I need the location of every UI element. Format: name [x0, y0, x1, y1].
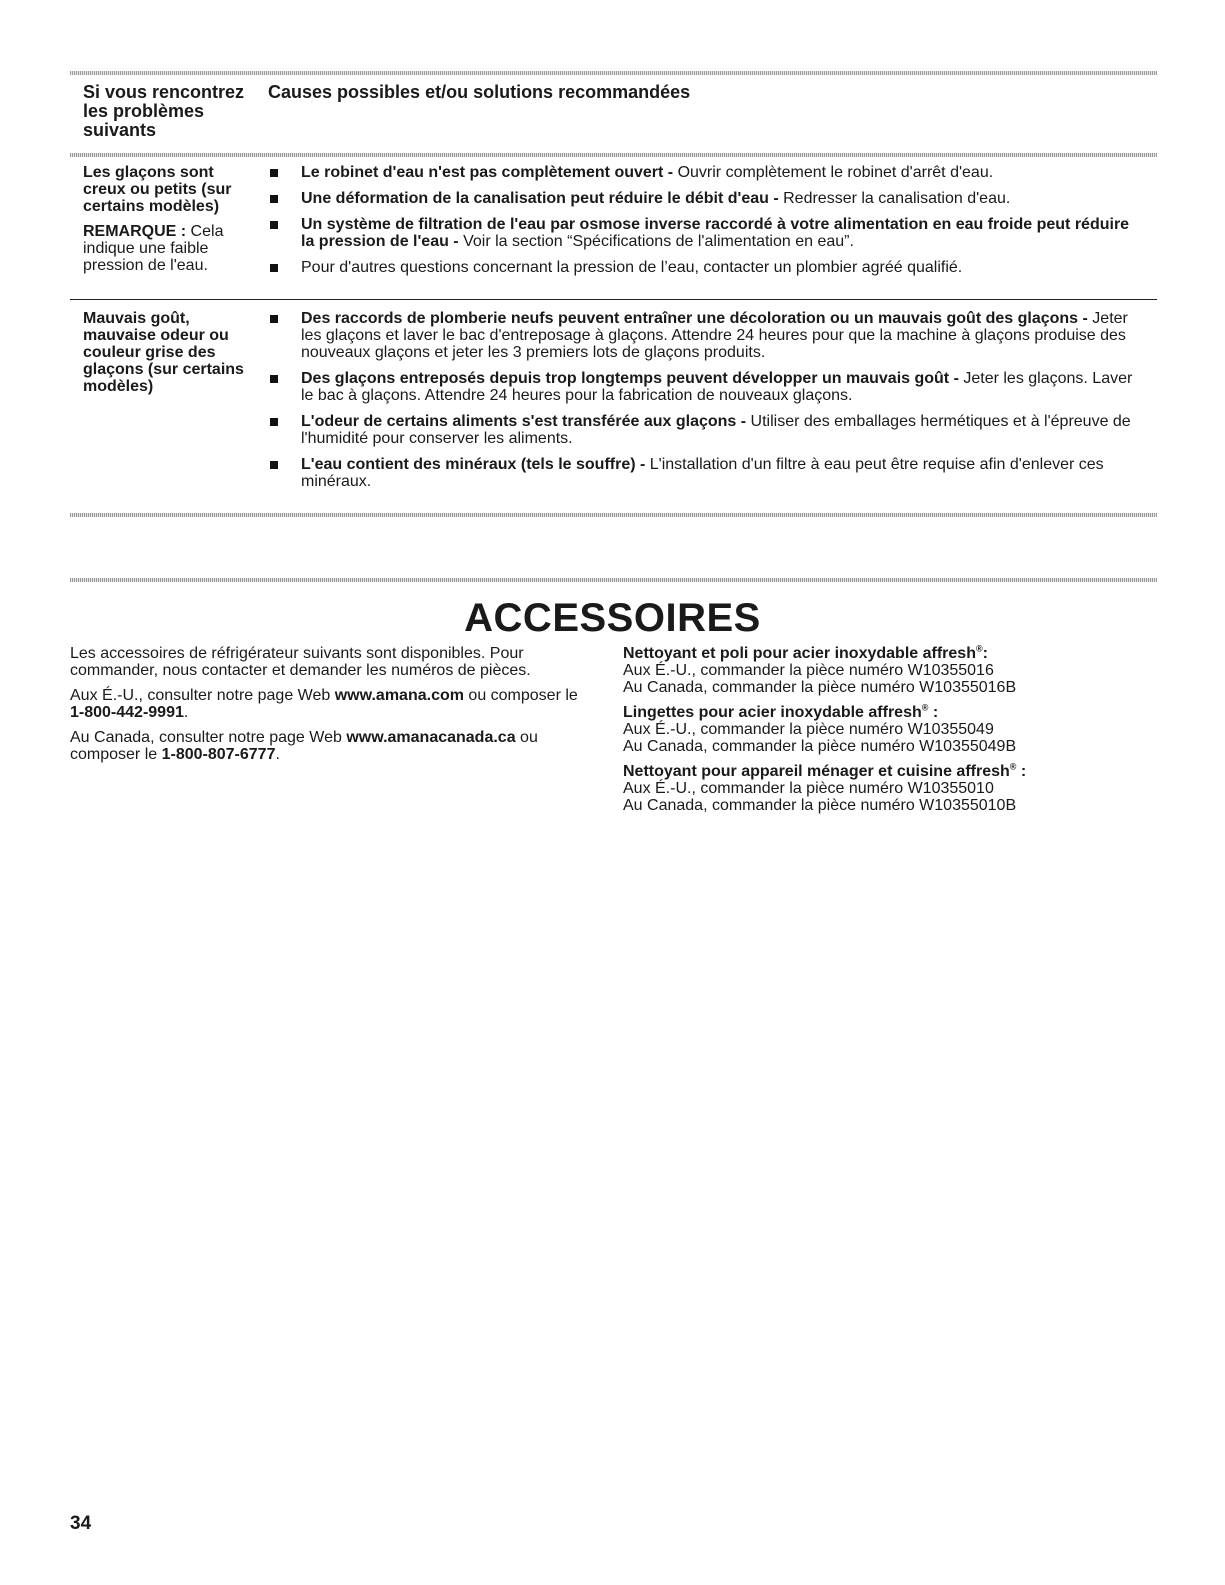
product-name-text: Lingettes pour acier inoxydable affresh — [623, 704, 922, 721]
cause-bold: Une déformation de la canalisation peut réduire le débit d'eau - — [301, 190, 779, 207]
cause-bold: L'odeur de certains aliments s'est transférée aux glaçons - — [301, 413, 747, 430]
us-web-link[interactable]: www.amana.com — [334, 687, 464, 704]
list-item — [268, 370, 1138, 404]
ca-contact — [70, 729, 595, 763]
top-dotted-rule — [70, 71, 1157, 75]
cause-bold: Le robinet d'eau n'est pas complètement ouvert - — [301, 164, 674, 181]
accessories-products — [623, 645, 1153, 822]
header-problems: Si vous rencontrez les problèmes suivants — [83, 82, 245, 140]
ca-mid: ou composer le — [70, 729, 538, 763]
product-ca-part: Au Canada, commander la pièce numéro W10355010B — [623, 797, 1017, 814]
product-item — [623, 645, 1153, 696]
product-name — [623, 704, 1153, 721]
row-divider — [70, 299, 1157, 300]
product-name — [623, 763, 1153, 780]
solution-text: Pour d'autres questions concernant la pression de l’eau, contacter un plombier agréé qualifié. — [301, 259, 963, 276]
solution-text: L'installation d'un filtre à eau peut être requise afin d'enlever ces minéraux. — [301, 456, 1104, 490]
product-item — [623, 704, 1153, 755]
registered-mark: ® — [975, 643, 983, 654]
bullet-square-icon — [270, 264, 278, 272]
solution-text: Voir la section “Spécifications de l'alimentation en eau”. — [458, 233, 854, 250]
list-item — [268, 216, 1138, 250]
solution-text: Redresser la canalisation d'eau. — [778, 190, 1011, 207]
ca-phone: 1-800-807-6777 — [161, 746, 276, 763]
list-item — [268, 164, 1138, 181]
note-text: Cela indique une faible pression de l'eau. — [83, 223, 224, 274]
us-end: . — [183, 704, 189, 721]
product-name-suffix: : — [982, 645, 988, 662]
cause-bold: Des raccords de plomberie neufs peuvent entraîner une décoloration ou un mauvais goût des glaçons - — [301, 310, 1088, 327]
registered-mark: ® — [1009, 761, 1017, 772]
problem-text: Les glaçons sont creux ou petits (sur certains modèles) — [83, 164, 232, 215]
ca-end: . — [275, 746, 280, 763]
problem-cell — [83, 310, 258, 395]
solution-text: Utiliser des emballages hermétiques et à l'épreuve de l'humidité pour conserver les aliments. — [301, 413, 1131, 447]
list-item — [268, 259, 1138, 276]
bullet-square-icon — [270, 221, 278, 229]
note-label: REMARQUE : — [83, 223, 187, 240]
page-number: 34 — [70, 1513, 92, 1534]
us-prefix: Aux É.-U., consulter notre page Web — [70, 687, 335, 704]
list-item — [268, 456, 1138, 490]
bullet-square-icon — [270, 169, 278, 177]
solution-text: Jeter les glaçons et laver le bac d'entreposage à glaçons. Attendre 24 heures pour que la machine à glaçons produise des nouveaux glaçons et jeter les 3 premiers lots de glaçons produits. — [301, 310, 1128, 361]
solution-text: Ouvrir complètement le robinet d'arrêt d'eau. — [673, 164, 994, 181]
product-us-part: Aux É.-U., commander la pièce numéro W10355010 — [623, 780, 994, 797]
problem-text: Mauvais goût, mauvaise odeur ou couleur grise des glaçons (sur certains modèles) — [83, 310, 244, 395]
bullet-square-icon — [270, 375, 278, 383]
intro-paragraph: Les accessoires de réfrigérateur suivants sont disponibles. Pour commander, nous contacter et demander les numéros de pièces. — [70, 645, 531, 679]
product-us-part: Aux É.-U., commander la pièce numéro W10355016 — [623, 662, 994, 679]
bullet-square-icon — [270, 315, 278, 323]
list-item — [268, 190, 1138, 207]
ca-prefix: Au Canada, consulter notre page Web — [70, 729, 347, 746]
product-ca-part: Au Canada, commander la pièce numéro W10355049B — [623, 738, 1017, 755]
product-name-suffix: : — [1016, 763, 1027, 780]
bullet-square-icon — [270, 195, 278, 203]
ca-web-link[interactable]: www.amanacanada.ca — [346, 729, 516, 746]
product-name-text: Nettoyant et poli pour acier inoxydable affresh — [623, 645, 976, 662]
us-contact — [70, 687, 595, 721]
solution-text: Jeter les glaçons. Laver le bac à glaçons. Attendre 24 heures pour la fabrication de nouveaux glaçons. — [301, 370, 1133, 404]
cause-bold: Un système de filtration de l'eau par osmose inverse raccordé à votre alimentation en eau froide peut réduire la pression de l'eau - — [301, 216, 1130, 250]
section-dotted-rule — [70, 578, 1157, 582]
cause-bold: L'eau contient des minéraux (tels le souffre) - — [301, 456, 646, 473]
problem-note — [83, 223, 258, 274]
header-causes: Causes possibles et/ou solutions recommandées — [268, 82, 691, 102]
product-item — [623, 763, 1153, 814]
list-item — [268, 310, 1138, 361]
accessories-intro — [70, 645, 595, 771]
section-title: ACCESSOIRES — [464, 596, 761, 640]
registered-mark: ® — [921, 702, 929, 713]
product-name-suffix: : — [928, 704, 939, 721]
bullet-square-icon — [270, 461, 278, 469]
us-phone: 1-800-442-9991 — [70, 704, 184, 721]
product-us-part: Aux É.-U., commander la pièce numéro W10355049 — [623, 721, 994, 738]
product-ca-part: Au Canada, commander la pièce numéro W10355016B — [623, 679, 1017, 696]
us-mid: ou composer le — [463, 687, 578, 704]
problem-cell — [83, 164, 258, 274]
table-bottom-dotted-rule — [70, 513, 1157, 517]
bullet-square-icon — [270, 418, 278, 426]
list-item — [268, 413, 1138, 447]
solutions-list — [268, 164, 1138, 285]
product-name-text: Nettoyant pour appareil ménager et cuisine affresh — [623, 763, 1010, 780]
header-dotted-rule — [70, 153, 1157, 157]
solutions-list — [268, 310, 1138, 499]
cause-bold: Des glaçons entreposés depuis trop longtemps peuvent développer un mauvais goût - — [301, 370, 959, 387]
product-name — [623, 645, 1153, 662]
